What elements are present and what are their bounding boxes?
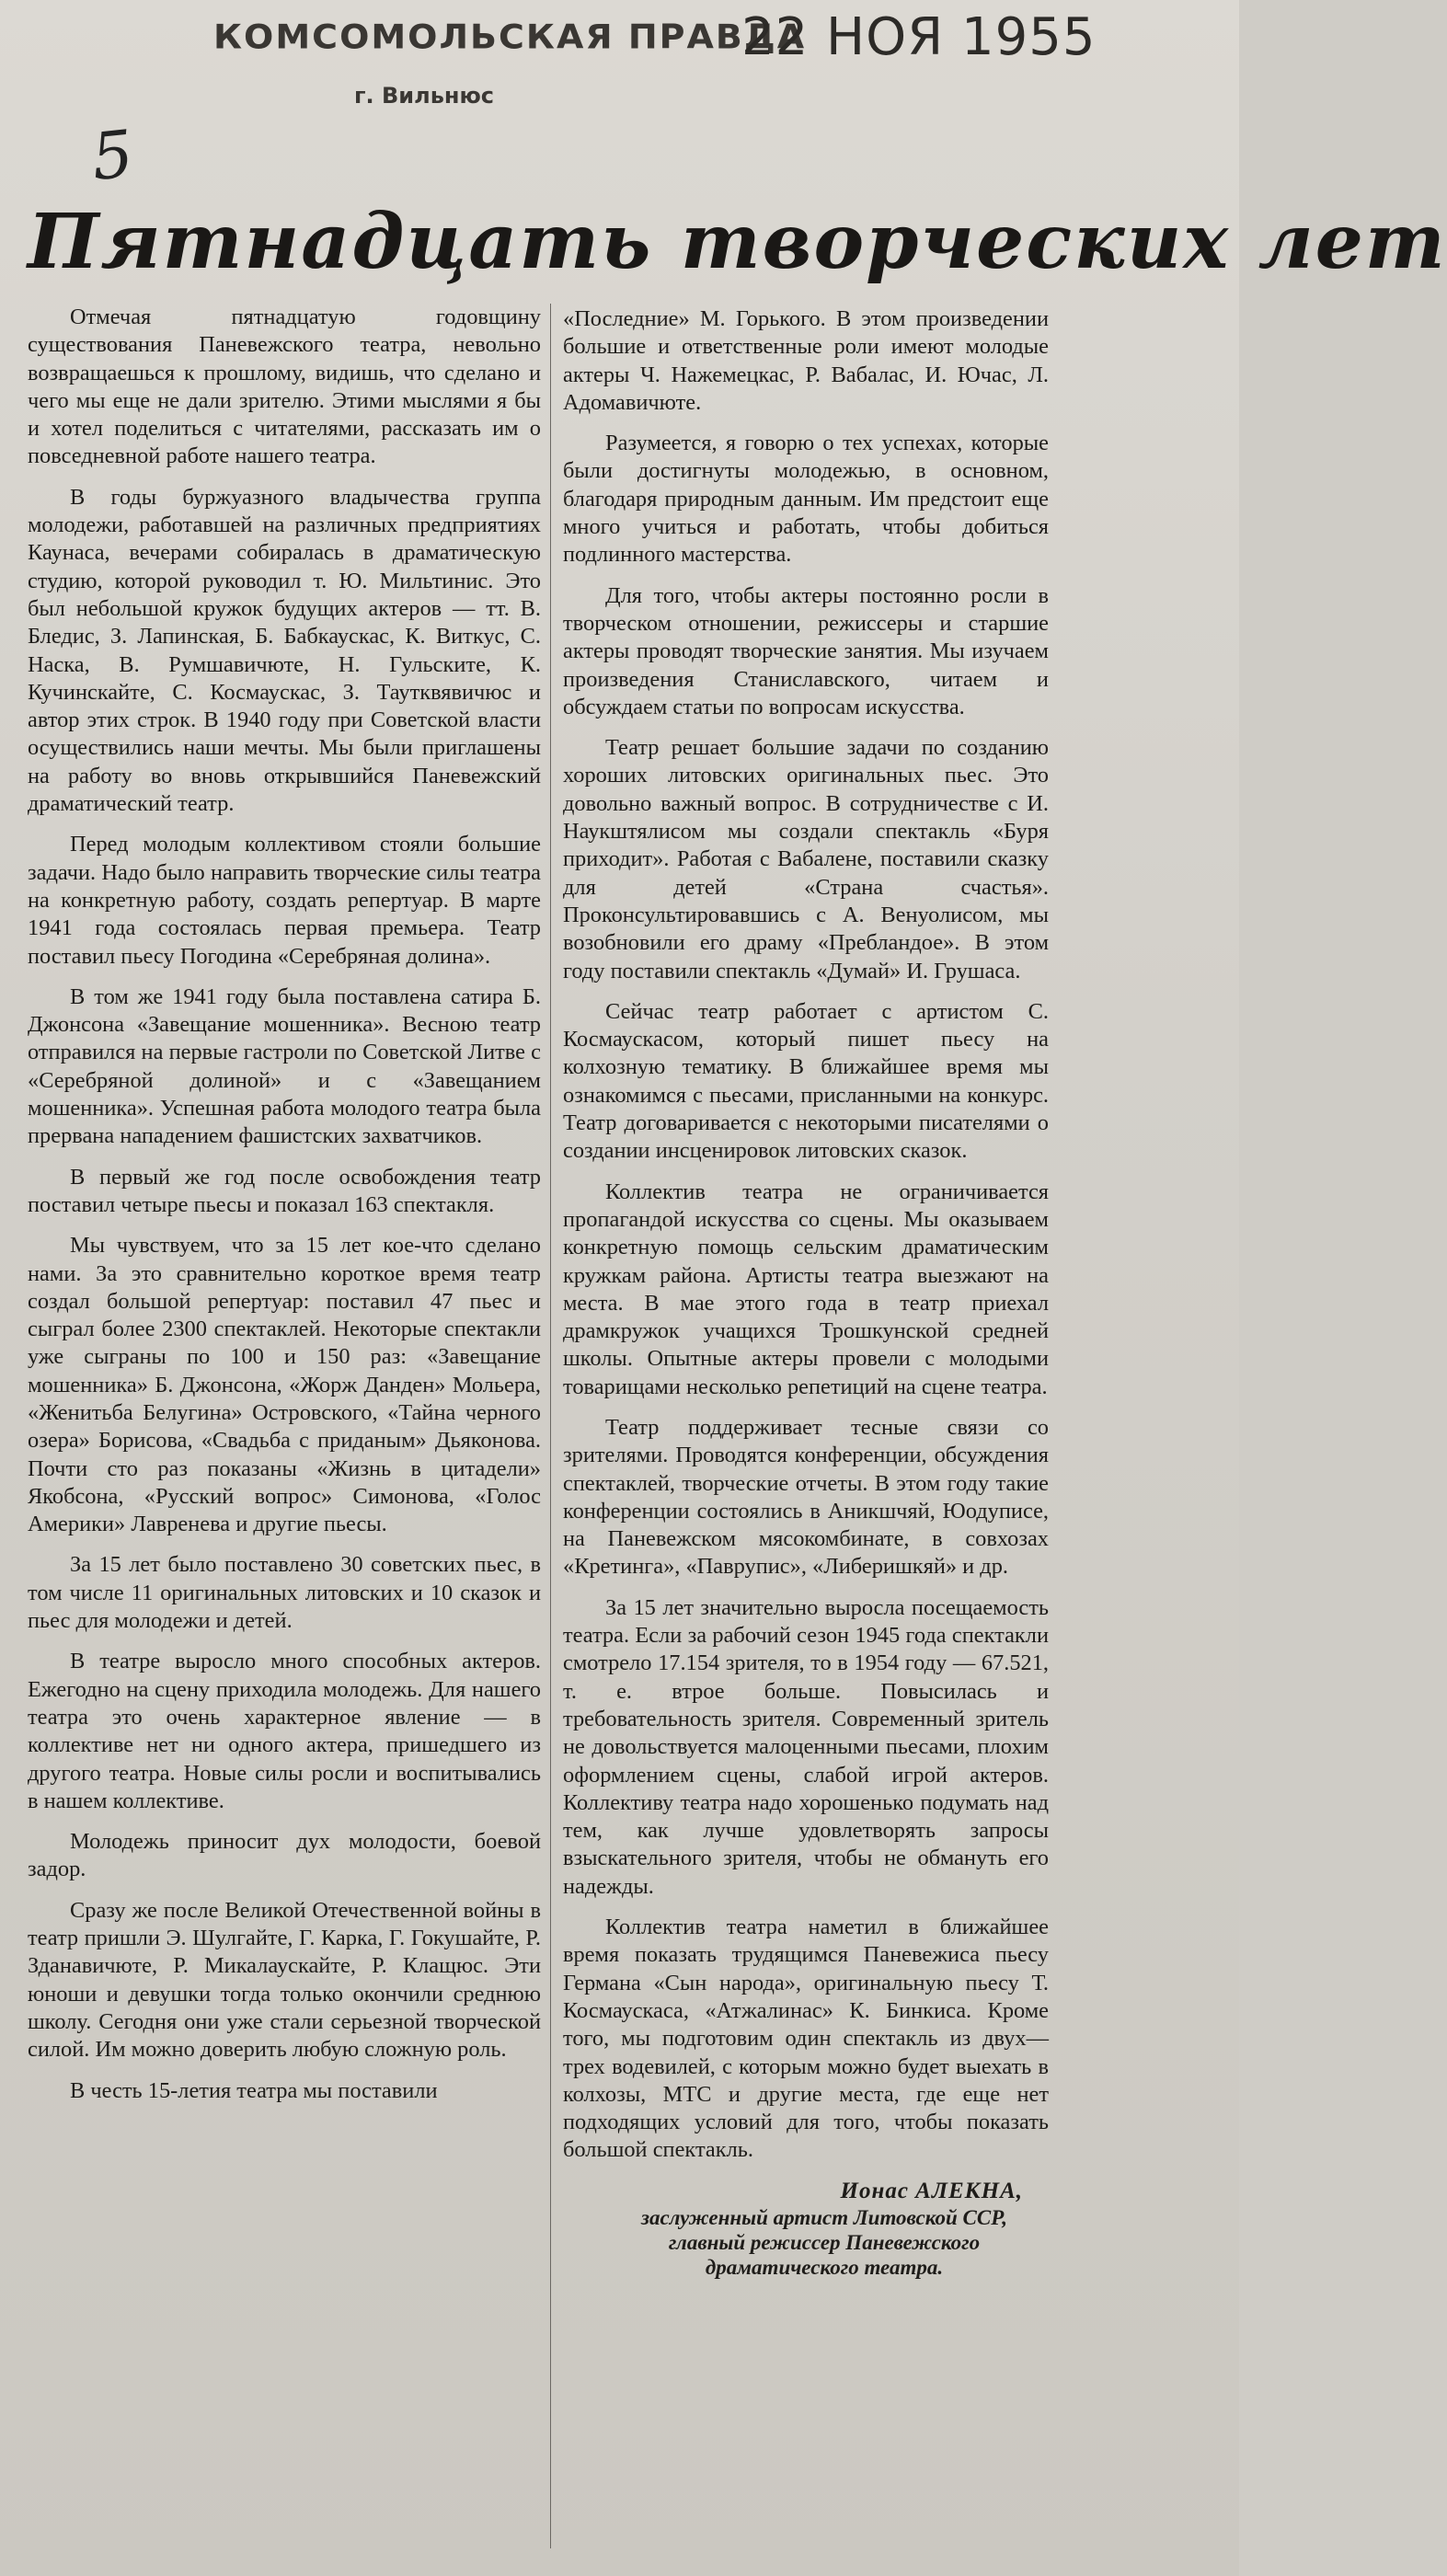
paragraph: В годы буржуазного владычества группа молодежи, работавшей на различных предприятиях Каунаса, вечерами собиралась в драматическую студию, которой руководил т. Ю. Мильтинис. Это был небольшой кружок будущих актеров — тт. В. Бледис, З. Лапинская, Б. Бабкаускас, К. Виткус, С. Наска, В. Румшавичюте, Н. Гульските, К. Кучинскайте, С. Космаускас, З. Таутквявичюс и автор этих строк. В 1940 году при Советской власти осуществились наши мечты. Мы были приглашены на работу во вновь открывшийся Паневежский драматический театр. xyxy=(28,484,541,817)
article-headline: Пятнадцать творческих лет xyxy=(28,198,1447,286)
paragraph: В первый же год после освобождения театр поставил четыре пьесы и показал 163 спектакля. xyxy=(28,1164,541,1217)
paragraph: Коллектив театра наметил в ближайшее время показать трудящимся Паневежиса пьесу Германа «Сын народа», оригинальную пьесу Т. Космаускаса, «Атжалинас» К. Бинкиса. Кроме того, мы подготовим один спектакль из двух—трех водевилей, с которым можно будет выехать в колхозы, МТС и другие места, где еще нет подходящих условий для того, чтобы показать большой спектакль. xyxy=(563,1915,1049,2163)
paragraph: Коллектив театра не ограничивается пропагандой искусства со сцены. Мы оказываем конкретную помощь сельским драматическим кружкам района. Артисты театра выезжают на места. В мае этого года в театр приехал драмкружок учащихся Трошкунской средней школы. Опытные актеры провели с молодыми товарищами несколько репетиций на сцене театра. xyxy=(563,1179,1049,1399)
paragraph: «Последние» М. Горького. В этом произведении большие и ответственные роли имеют молодые актеры Ч. Нажемецкас, Р. Вабалас, И. Ючас, Л. Адомавичюте. xyxy=(563,306,1049,415)
author-signature xyxy=(563,2178,1049,2280)
paragraph: Сейчас театр работает с артистом С. Космаускасом, который пишет пьесу на колхозную тематику. В ближайшее время мы ознакомимся с пьесами, присланными на конкурс. Театр договаривается с некоторыми писателями о создании инсценировок литовских сказок. xyxy=(563,998,1049,1164)
paragraph: За 15 лет значительно выросла посещаемость театра. Если за рабочий сезон 1945 года спектакли смотрело 17.154 зрителя, то в 1954 году — 67.521, т. е. втрое больше. Повысилась и требовательность зрителя. Современный зритель не довольствуется малоценными пьесами, плохим оформлением сцены, слабой игрой актеров. Коллективу театра надо хорошенько подумать над тем, как лучше удовлетворять запросы взыскательного зрителя, чтобы не обмануть его надежды. xyxy=(563,1594,1049,1899)
paragraph: Театр поддерживает тесные связи со зрителями. Проводятся конференции, обсуждения спектаклей, творческие отчеты. В этом году такие конференции состоялись в Аникшчяй, Юодуписе, на Паневежском мясокомбинате, в совхозах «Кретинга», «Паврупис», «Либеришкяй» и др. xyxy=(563,1414,1049,1580)
paragraph: В честь 15-летия театра мы поставили xyxy=(70,2077,438,2103)
paragraph: Мы чувствуем, что за 15 лет кое-что сделано нами. За это сравнительно короткое время театр создал большой репертуар: поставил 47 пьес и сыграл более 2300 спектаклей. Некоторые спектакли уже сыграны по 100 и 150 раз: «Завещание мошенника» Б. Джонсона, «Жорж Данден» Мольера, «Женитьба Белугина» Островского, «Тайна черного озера» Борисова, «Свадьба с приданым» Дьяконова. Почти сто раз показаны «Жизнь в цитадели» Якобсона, «Русский вопрос» Симонова, «Голос Америки» Лавренева и другие пьесы. xyxy=(28,1233,541,1537)
paragraph: Театр решает большие задачи по созданию хороших литовских оригинальных пьес. Это довольно важный вопрос. В сотрудничестве с И. Наукштялисом мы создали спектакль «Буря приходит». Работая с Вабаленe, поставили сказку для детей «Страна счастья». Проконсультировавшись с А. Венуолисом, мы возобновили его драму «Пребландое». В этом году поставили спектакль «Думай» И. Грушаса. xyxy=(563,735,1049,983)
paragraph: Для того, чтобы актеры постоянно росли в творческом отношении, режиссеры и старшие актеры проводят творческие занятия. Мы изучаем произведения Станиславского, читаем и обсуждаем статьи по вопросам искусства. xyxy=(563,582,1049,719)
paragraph: Перед молодым коллективом стояли большие задачи. Надо было направить творческие силы театра на конкретную работу, создать репертуар. В марте 1941 года состоялась первая премьера. Театр поставил пьесу Погодина «Серебряная долина». xyxy=(28,832,541,969)
author-name: Ионас АЛЕКНА, xyxy=(840,2178,1023,2203)
left-column xyxy=(28,304,541,2118)
paragraph: Сразу же после Великой Отечественной войны в театр пришли Э. Шулгайте, Г. Карка, Г. Гокушайте, Р. Зданавичюте, Р. Микалаускайте, Р. Клащюс. Эти юноши и девушки тогда только окончили среднюю школу. Сегодня они уже стали серьезной творческой силой. Им можно доверить любую сложную роль. xyxy=(28,1897,541,2063)
paragraph: Отмечая пятнадцатую годовщину существования Паневежского театра, невольно возвращаешься к прошлому, видишь, что сделано и чего мы еще не дали зрителю. Этими мыслями я бы и хотел поделиться с читателями, рассказать им о повседневной работе нашего театра. xyxy=(28,305,541,469)
column-divider xyxy=(550,304,551,2548)
paragraph: За 15 лет было поставлено 30 советских пьес, в том числе 11 оригинальных литовских и 10 сказок и пьес для молодежи и детей. xyxy=(28,1552,541,1634)
author-title-line: главный режиссер Паневежского xyxy=(668,2231,981,2254)
city-stamp: г. Вильнюс xyxy=(354,83,495,109)
paragraph: Разумеется, я говорю о тех успехах, которые были достигнуты молодежью, в основном, благодаря природным данным. Им предстоит еще много учиться и работать, чтобы добиться подлинного мастерства. xyxy=(563,431,1049,568)
paragraph: В том же 1941 году была поставлена сатира Б. Джонсона «Завещание мошенника». Весною театр отправился на первые гастроли по Советской Литве с «Серебряной долиной» и с «Завещанием мошенника». Успешная работа молодого театра была прервана нападением фашистских захватчиков. xyxy=(28,983,541,1149)
paragraph: В театре выросло много способных актеров. Ежегодно на сцену приходила молодежь. Для нашего театра это очень характерное явление — в коллективе нет ни одного актера, пришедшего из другого театра. Новые силы росли и воспитывались в нашем коллективе. xyxy=(28,1649,541,1813)
paragraph: Молодежь приносит дух молодости, боевой задор. xyxy=(28,1829,541,1882)
right-column xyxy=(563,305,1049,2280)
handwritten-number: 5 xyxy=(87,115,137,196)
newspaper-stamp: КОМСОМОЛЬСКАЯ ПРАВДА xyxy=(213,17,807,56)
author-title-line: заслуженный артист Литовской ССР, xyxy=(640,2206,1007,2229)
author-title-line: драматического театра. xyxy=(705,2256,944,2279)
date-stamp: 22 НОЯ 1955 xyxy=(741,7,1097,67)
